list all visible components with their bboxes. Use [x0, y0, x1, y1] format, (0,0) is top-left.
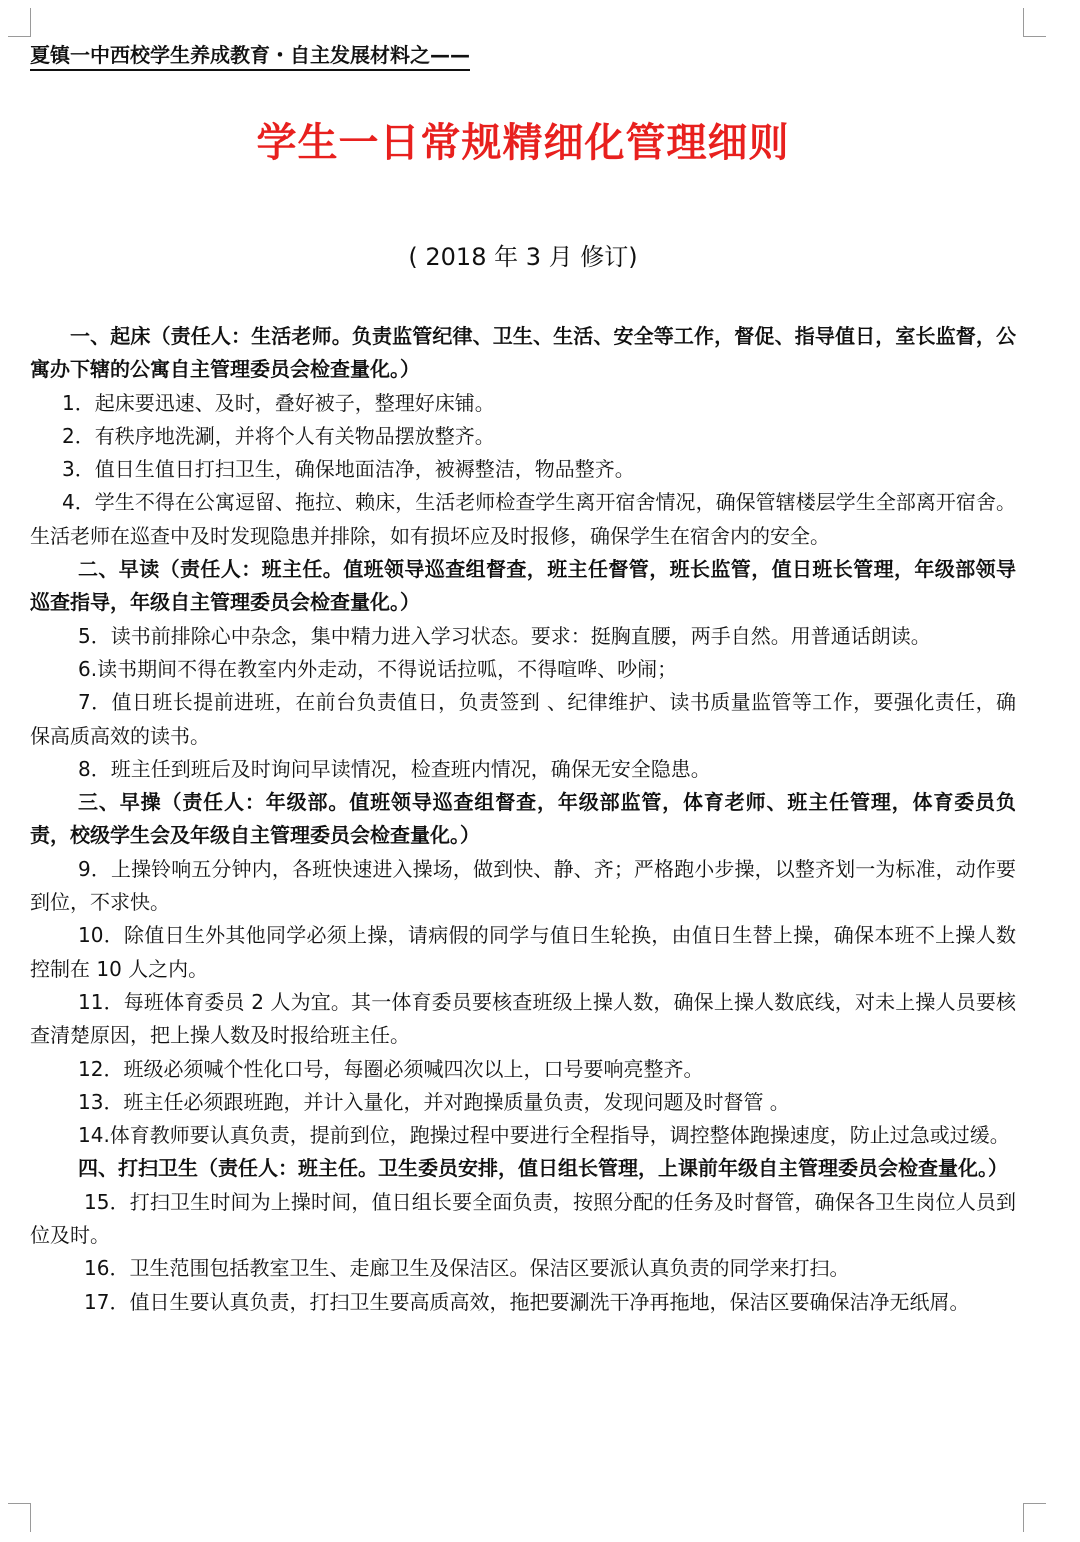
section-heading: 一、起床（责任人：生活老师。负责监管纪律、卫生、生活、安全等工作，督促、指导值日，室长监督，公寓办下辖的公寓自主管理委员会检查量化。）: [30, 324, 1016, 382]
document-title: 学生一日常规精细化管理细则: [256, 120, 790, 166]
rule-item: 5．读书前排除心中杂念，集中精力进入学习状态。要求：挺胸直腰，两手自然。用普通话朗读。: [78, 623, 931, 648]
rule-item: 16．卫生范围包括教室卫生、走廊卫生及保洁区。保洁区要派认真负责的同学来打扫。: [84, 1256, 850, 1281]
rule-item: 8．班主任到班后及时询问早读情况，检查班内情况，确保无安全隐患。: [78, 756, 711, 781]
section-heading: 四、打扫卫生（责任人：班主任。卫生委员安排，值日组长管理，上课前年级自主管理委员会检查量化。）: [78, 1156, 1008, 1181]
crop-mark-top-left: [8, 8, 31, 37]
rule-item: 15．打扫卫生时间为上操时间，值日组长要全面负责，按照分配的任务及时督管，确保各卫生岗位人员到位及时。: [30, 1189, 1016, 1248]
document-subtitle: ( 2018 年 3 月 修订): [408, 243, 638, 271]
rule-item: 13．班主任必须跟班跑，并计入量化，并对跑操质量负责，发现问题及时督管 。: [78, 1089, 790, 1114]
rule-item: 12．班级必须喊个性化口号，每圈必须喊四次以上，口号要响亮整齐。: [78, 1056, 704, 1081]
rule-item: 7．值日班长提前进班，在前台负责值日，负责签到 、纪律维护、读书质量监管等工作，要强化责任，确保高质高效的读书。: [30, 690, 1016, 748]
running-header: 夏镇一中西校学生养成教育・自主发展材料之——: [30, 42, 470, 71]
rule-item: 3．值日生值日打扫卫生，确保地面洁净，被褥整洁，物品整齐。: [62, 457, 635, 482]
rule-item: 6.读书期间不得在教室内外走动，不得说话拉呱，不得喧哗、吵闹；: [78, 656, 678, 681]
rule-item: 10．除值日生外其他同学必须上操，请病假的同学与值日生轮换，由值日生替上操，确保本班不上操人数控制在 10 人之内。: [30, 923, 1016, 981]
rule-item: 1．起床要迅速、及时，叠好被子，整理好床铺。: [62, 390, 495, 415]
rule-item: 11．每班体育委员 2 人为宜。其一体育委员要核查班级上操人数，确保上操人数底线，对未上操人员要核查清楚原因，把上操人数及时报给班主任。: [30, 989, 1016, 1048]
rule-item: 17．值日生要认真负责，打扫卫生要高质高效，拖把要涮洗干净再拖地，保洁区要确保洁净无纸屑。: [84, 1289, 970, 1314]
rule-item: 14.体育教师要认真负责，提前到位，跑操过程中要进行全程指导，调控整体跑操速度，防止过急或过缓。: [78, 1123, 1010, 1148]
document-body: [30, 320, 1016, 1319]
section-heading: 二、早读（责任人：班主任。值班领导巡查组督查，班主任督管，班长监管，值日班长管理，年级部领导巡查指导，年级自主管理委员会检查量化。）: [30, 557, 1016, 615]
crop-mark-bottom-left: [8, 1503, 31, 1532]
crop-mark-bottom-right: [1023, 1503, 1046, 1532]
rule-item: 9．上操铃响五分钟内，各班快速进入操场，做到快、静、齐；严格跑小步操，以整齐划一为标准，动作要到位，不求快。: [30, 856, 1016, 915]
crop-mark-top-right: [1023, 8, 1046, 37]
rule-item: 4．学生不得在公寓逗留、拖拉、赖床，生活老师检查学生离开宿舍情况，确保管辖楼层学生全部离开宿舍。生活老师在巡查中及时发现隐患并排除，如有损坏应及时报修，确保学生在宿舍内的安全。: [30, 490, 1016, 548]
rule-item: 2．有秩序地洗涮，并将个人有关物品摆放整齐。: [62, 423, 495, 448]
section-heading: 三、早操（责任人：年级部。值班领导巡查组督查，年级部监管，体育老师、班主任管理，体育委员负责，校级学生会及年级自主管理委员会检查量化。）: [30, 790, 1016, 848]
